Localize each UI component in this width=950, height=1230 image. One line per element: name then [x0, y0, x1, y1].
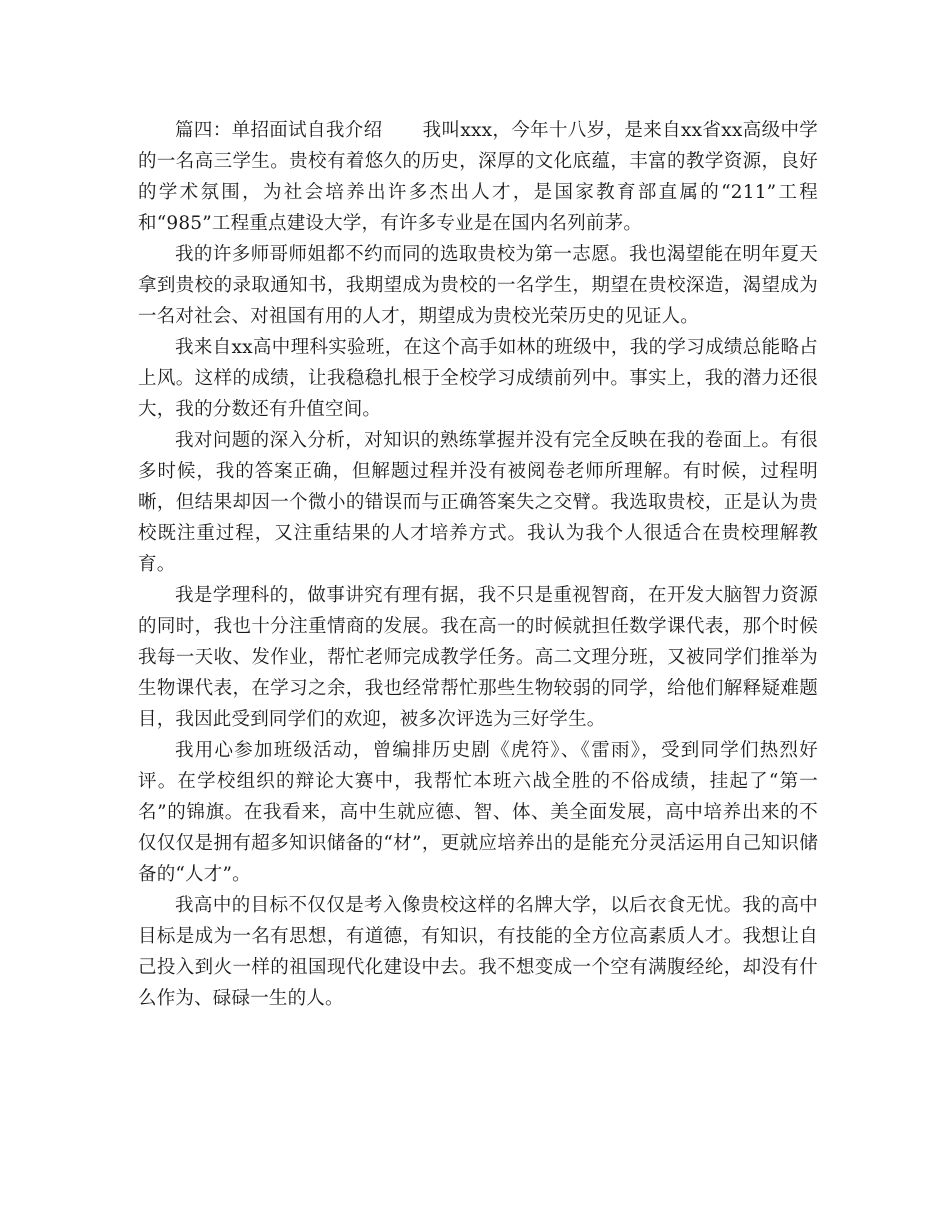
paragraph-2: 我的许多师哥师姐都不约而同的选取贵校为第一志愿。我也渴望能在明年夏天拿到贵校的录取通知书，我期望成为贵校的一名学生，期望在贵校深造，渴望成为一名对社会、对祖国有用的人才，期望成为贵校光荣历史的见证人。: [138, 244, 818, 327]
paragraph-6: 我用心参加班级活动，曾编排历史剧《虎符》、《雷雨》，受到同学们热烈好评。在学校组织的辩论大赛中，我帮忙本班六战全胜的不俗成绩，挂起了“第一名”的锦旗。在我看来，高中生就应德、智、体、美全面发展，高中培养出来的不仅仅仅是拥有超多知识储备的“材”，更就应培养出的是能充分灵活运用自己知识储备的“人才”。: [138, 740, 818, 885]
paragraph-3: 我来自xx高中理科实验班，在这个高手如林的班级中，我的学习成绩总能略占上风。这样的成绩，让我稳稳扎根于全校学习成绩前列中。事实上，我的潜力还很大，我的分数还有升值空间。: [138, 337, 818, 420]
paragraph-5: 我是学理科的，做事讲究有理有据，我不只是重视智商，在开发大脑智力资源的同时，我也十分注重情商的发展。我在高一的时候就担任数学课代表，那个时候我每一天收、发作业，帮忙老师完成教学任务。高二文理分班，又被同学们推举为生物课代表，在学习之余，我也经常帮忙那些生物较弱的同学，给他们解释疑难题目，我因此受到同学们的欢迎，被多次评选为三好学生。: [138, 585, 818, 730]
paragraph-1: [138, 115, 818, 239]
document-heading: 篇四：单招面试自我介绍: [175, 120, 383, 141]
paragraph-4: 我对问题的深入分析，对知识的熟练掌握并没有完全反映在我的卷面上。有很多时候，我的答案正确，但解题过程并没有被阅卷老师所理解。有时候，过程明晰，但结果却因一个微小的错误而与正确答案失之交臂。我选取贵校，正是认为贵校既注重过程，又注重结果的人才培养方式。我认为我个人很适合在贵校理解教育。: [138, 430, 818, 575]
paragraph-1-text: 我叫xxx，今年十八岁，是来自xx省xx高级中学的一名高三学生。贵校有着悠久的历史，深厚的文化底蕴，丰富的教学资源，良好的学术氛围，为社会培养出许多杰出人才，是国家教育部直属的“211”工程和“985”工程重点建设大学，有许多专业是在国内名列前茅。: [138, 120, 818, 234]
document-body: [138, 115, 818, 1014]
paragraph-7: 我高中的目标不仅仅是考入像贵校这样的名牌大学，以后衣食无忧。我的高中目标是成为一名有思想，有道德，有知识，有技能的全方位高素质人才。我想让自己投入到火一样的祖国现代化建设中去。我不想变成一个空有满腹经纶，却没有什么作为、碌碌一生的人。: [138, 895, 818, 1009]
